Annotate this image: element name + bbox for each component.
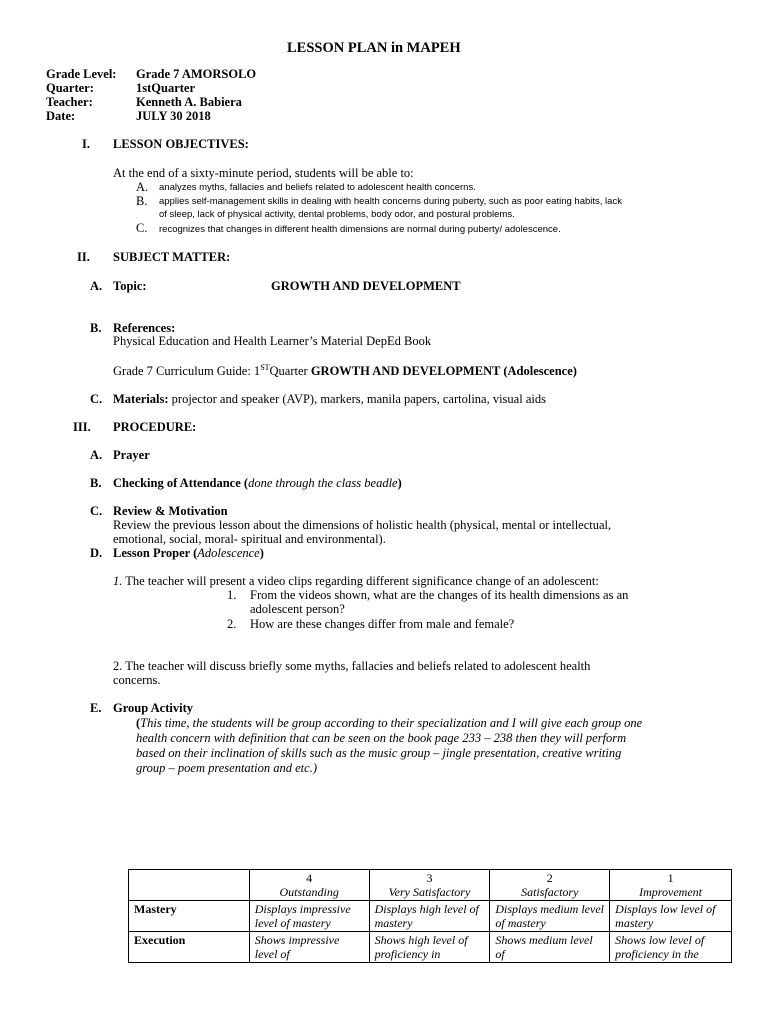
materials-letter: C. bbox=[90, 392, 103, 406]
review-letter: C. bbox=[90, 504, 103, 518]
references-letter: B. bbox=[90, 321, 102, 335]
rubric-cell: Displays impressive level of mastery bbox=[249, 901, 369, 932]
group-activity-letter: E. bbox=[90, 701, 102, 715]
question-2-text: How are these changes differ from male and female? bbox=[250, 617, 515, 631]
prayer-letter: A. bbox=[90, 448, 103, 462]
rubric-row-mastery bbox=[129, 901, 732, 932]
lesson-item-2-cont: concerns. bbox=[113, 673, 161, 687]
date-value: JULY 30 2018 bbox=[136, 109, 211, 123]
references-label: References: bbox=[113, 321, 176, 335]
objective-a-letter: A. bbox=[136, 180, 149, 194]
review-heading: Review & Motivation bbox=[113, 504, 228, 518]
quarter-label: Quarter: bbox=[46, 81, 94, 95]
section-3-heading: PROCEDURE: bbox=[113, 420, 197, 434]
group-activity-desc-3: based on their inclination of skills such as the music group – jingle presentation, creative writing bbox=[136, 746, 622, 760]
question-1-number: 1. bbox=[227, 588, 237, 602]
section-1-number: I. bbox=[82, 137, 90, 151]
rubric-row-execution bbox=[129, 932, 732, 963]
question-2-number: 2. bbox=[227, 617, 237, 631]
rubric-header-4: 4 Outstanding bbox=[249, 870, 369, 901]
prayer-text: Prayer bbox=[113, 448, 150, 462]
topic-letter: A. bbox=[90, 279, 103, 293]
rubric-cell: Shows impressive level of bbox=[249, 932, 369, 963]
reference-2: Grade 7 Curriculum Guide: 1STQuarter GROWTH AND DEVELOPMENT (Adolescence) bbox=[113, 363, 577, 379]
group-activity-desc-1: (This time, the students will be group according to their specialization and I will give each group one bbox=[136, 716, 643, 730]
section-3-number: III. bbox=[73, 420, 91, 434]
lesson-item-1: 1. The teacher will present a video clips regarding different significance change of an adolescent: bbox=[113, 574, 599, 588]
rubric-cell: Displays medium level of mastery bbox=[490, 901, 610, 932]
grade-level-value: Grade 7 AMORSOLO bbox=[136, 67, 257, 81]
objective-c-letter: C. bbox=[136, 221, 148, 235]
group-activity-desc-2: health concern with definition that can be seen on the book page 233 – 238 then they will perform bbox=[136, 731, 627, 745]
group-activity-desc-4: group – poem presentation and etc.) bbox=[136, 761, 317, 775]
lesson-proper-letter: D. bbox=[90, 546, 103, 560]
section-2-heading: SUBJECT MATTER: bbox=[113, 250, 231, 264]
rubric-cell: Shows medium level of bbox=[490, 932, 610, 963]
objective-b-letter: B. bbox=[136, 194, 148, 208]
lesson-item-2: 2. The teacher will discuss briefly some myths, fallacies and beliefs related to adolescent health bbox=[113, 659, 591, 673]
teacher-label: Teacher: bbox=[46, 95, 93, 109]
attendance-text: Checking of Attendance (done through the class beadle) bbox=[113, 476, 402, 490]
attendance-letter: B. bbox=[90, 476, 102, 490]
rubric-header-1: 1 Improvement bbox=[610, 870, 732, 901]
objective-a-text: analyzes myths, fallacies and beliefs related to adolescent health concerns. bbox=[159, 182, 476, 193]
teacher-value: Kenneth A. Babiera bbox=[136, 95, 242, 109]
rubric-corner-cell bbox=[129, 870, 250, 901]
question-1-text: From the videos shown, what are the changes of its health dimensions as an bbox=[250, 588, 629, 602]
review-desc-2: emotional, social, moral- spiritual and environmental). bbox=[113, 532, 386, 546]
rubric-header-3: 3 Very Satisfactory bbox=[369, 870, 490, 901]
objectives-intro: At the end of a sixty-minute period, students will be able to: bbox=[113, 166, 414, 180]
rubric-cell: Shows high level of proficiency in bbox=[369, 932, 490, 963]
objective-b-text-cont: of sleep, lack of physical activity, dental problems, body odor, and postural problems. bbox=[159, 209, 515, 220]
section-2-number: II. bbox=[77, 250, 90, 264]
topic-value: GROWTH AND DEVELOPMENT bbox=[271, 279, 461, 293]
rubric-cell: Displays high level of mastery bbox=[369, 901, 490, 932]
objective-b-text: applies self-management skills in dealing with health concerns during puberty, such as poor eating habits, lack bbox=[159, 196, 622, 207]
reference-1: Physical Education and Health Learner’s Material DepEd Book bbox=[113, 334, 432, 348]
rubric-header-2: 2 Satisfactory bbox=[490, 870, 610, 901]
topic-label: Topic: bbox=[113, 279, 147, 293]
quarter-value: 1stQuarter bbox=[136, 81, 196, 95]
section-1-heading: LESSON OBJECTIVES: bbox=[113, 137, 249, 151]
page-title: LESSON PLAN in MAPEH bbox=[287, 40, 461, 56]
group-activity-heading: Group Activity bbox=[113, 701, 193, 715]
question-1-text-cont: adolescent person? bbox=[250, 602, 345, 616]
rubric-cell: Shows low level of proficiency in the bbox=[610, 932, 732, 963]
review-desc-1: Review the previous lesson about the dimensions of holistic health (physical, mental or intellectual, bbox=[113, 518, 612, 532]
rubric-criterion: Execution bbox=[129, 932, 250, 963]
rubric-criterion: Mastery bbox=[129, 901, 250, 932]
grade-level-label: Grade Level: bbox=[46, 67, 117, 81]
rubric-table bbox=[128, 869, 732, 963]
rubric-header-row bbox=[129, 870, 732, 901]
rubric-cell: Displays low level of mastery bbox=[610, 901, 732, 932]
objective-c-text: recognizes that changes in different health dimensions are normal during puberty/ adolescence. bbox=[159, 224, 561, 235]
lesson-proper-heading: Lesson Proper (Adolescence) bbox=[113, 546, 264, 560]
materials-line: Materials: projector and speaker (AVP), markers, manila papers, cartolina, visual aids bbox=[113, 392, 546, 406]
date-label: Date: bbox=[46, 109, 76, 123]
